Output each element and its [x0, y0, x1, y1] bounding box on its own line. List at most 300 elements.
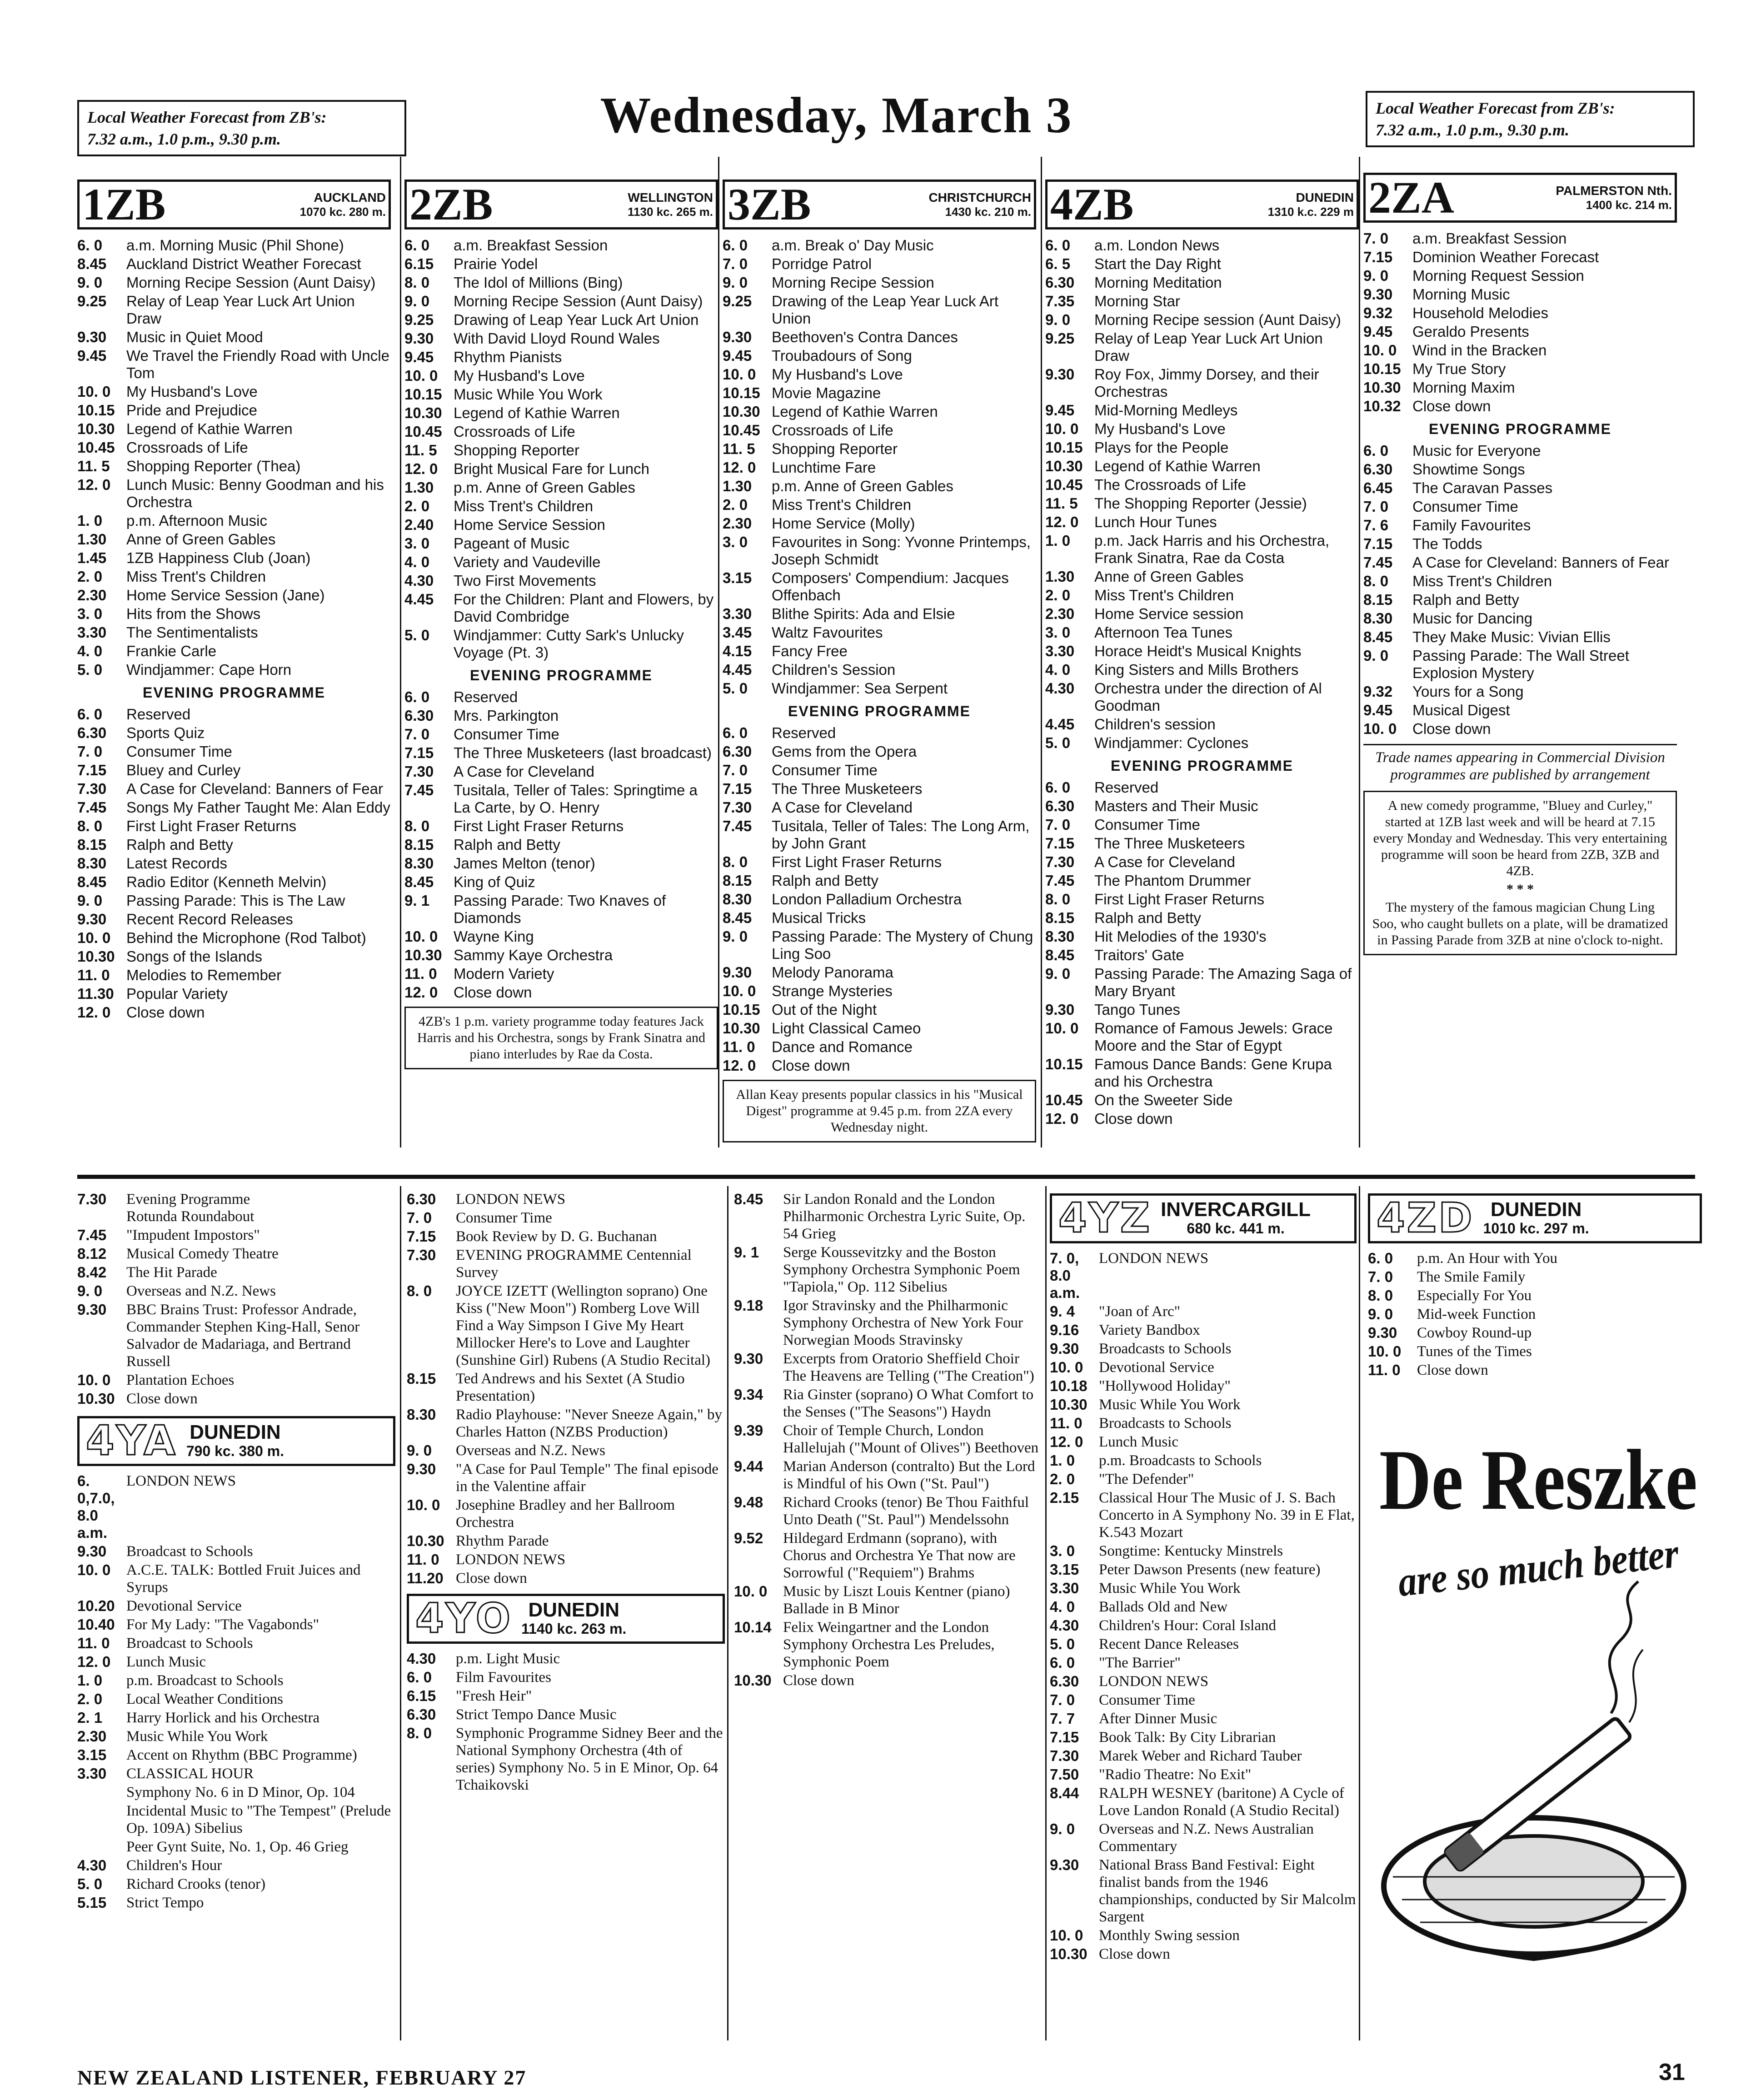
programme-time: 11.30	[77, 985, 114, 1002]
programme-item	[77, 1616, 395, 1633]
programme-item	[77, 420, 391, 438]
programme-item	[407, 1725, 725, 1794]
programme-item	[77, 873, 391, 891]
station-city: DUNEDIN	[190, 1421, 281, 1443]
programme-title: Close down	[783, 1672, 854, 1689]
lower-column-1	[77, 1191, 395, 1913]
programme-title: Miss Trent's Children	[1094, 587, 1234, 604]
programme-title: Tunes of the Times	[1417, 1343, 1532, 1360]
programme-time: 5. 0	[1045, 734, 1071, 751]
programme-item	[1045, 835, 1359, 852]
programme-item	[77, 383, 391, 400]
programme-time: 7. 0	[1363, 498, 1389, 515]
programme-title: Reserved	[126, 706, 191, 723]
programme-title: p.m. Anne of Green Gables	[454, 479, 635, 496]
programme-time: 9. 4	[1050, 1303, 1075, 1320]
programme-title: The Caravan Passes	[1412, 479, 1553, 496]
programme-item	[1045, 1001, 1359, 1018]
programme-title: Horace Heidt's Musical Knights	[1094, 643, 1302, 659]
programme-title: Troubadours of Song	[772, 347, 912, 364]
programme-time: 11. 0	[407, 1551, 439, 1568]
programme-time: 8.12	[77, 1245, 107, 1262]
programme-title: CLASSICAL HOUR	[126, 1766, 254, 1782]
programme-time: 7.15	[1045, 835, 1075, 852]
programme-item	[723, 347, 1036, 364]
programme-item	[1050, 1927, 1357, 1944]
programme-item	[723, 605, 1036, 623]
programme-title: Peter Dawson Presents (new feature)	[1099, 1561, 1321, 1578]
programme-time: 3.30	[1050, 1580, 1079, 1596]
programme-time: 6. 0	[404, 688, 430, 705]
programme-title: Tango Tunes	[1094, 1001, 1180, 1018]
programme-time: 8.45	[77, 255, 107, 272]
programme-title: a.m. Breakfast Session	[1412, 230, 1567, 247]
programme-title: Ria Ginster (soprano) O What Comfort to the Senses ("The Seasons") Haydn	[783, 1387, 1034, 1420]
programme-time: 12. 0	[1045, 1110, 1079, 1127]
programme-title: On the Sweeter Side	[1094, 1092, 1233, 1108]
programme-title: Book Talk: By City Librarian	[1099, 1729, 1276, 1746]
programme-time: 2. 0	[404, 498, 430, 514]
programme-time: 3. 0	[1045, 624, 1071, 641]
programme-item	[77, 1191, 395, 1225]
programme-title: The Smile Family	[1417, 1269, 1526, 1285]
programme-time: 6.15	[407, 1687, 436, 1704]
programme-time: 10.30	[1050, 1396, 1088, 1413]
programme-title: Strict Tempo Dance Music	[456, 1706, 617, 1723]
programme-time: 10.30	[77, 1390, 115, 1407]
programme-time: 10.15	[1363, 360, 1401, 377]
programme-title: Mrs. Parkington	[454, 707, 559, 724]
station-column-2za	[1363, 173, 1677, 955]
programme-title: Morning Request Session	[1412, 267, 1584, 284]
programme-time: 12. 0	[723, 459, 756, 476]
programme-item	[407, 1247, 725, 1281]
programme-title: A.C.E. TALK: Bottled Fruit Juices and Syrups	[126, 1562, 361, 1596]
programme-title: Local Weather Conditions	[126, 1691, 283, 1707]
programme-time: 9. 1	[404, 892, 430, 909]
programme-item	[1045, 311, 1359, 329]
programme-time: 10. 0	[1363, 720, 1397, 737]
programme-item	[1045, 568, 1359, 585]
programme-item	[1045, 872, 1359, 889]
programme-time: 10. 0	[723, 983, 756, 999]
programme-title: "The Defender"	[1099, 1471, 1194, 1487]
programme-item	[404, 442, 718, 459]
programme-time: 9.39	[734, 1422, 763, 1439]
programme-time: 8. 0	[77, 818, 103, 834]
programme-time: 4.45	[1045, 716, 1075, 733]
programme-item	[77, 1543, 395, 1560]
programme-item	[404, 554, 718, 571]
programme-time: 9.30	[734, 1350, 763, 1367]
programme-time: 10.30	[77, 420, 115, 437]
programme-time: 1.30	[77, 531, 107, 548]
programme-time: 10. 0	[404, 928, 438, 945]
programme-item	[1363, 498, 1677, 515]
station-city: PALMERSTON Nth.	[1556, 184, 1672, 198]
programme-time: 6.45	[1363, 479, 1393, 496]
programme-time: 9. 0	[1363, 267, 1389, 284]
programme-time: 10.15	[723, 1001, 760, 1018]
programme-item	[1050, 1785, 1357, 1819]
programme-title: Consumer Time	[1094, 816, 1200, 833]
station-city: CHRISTCHURCH	[928, 190, 1031, 205]
programme-time: 9. 0	[723, 928, 748, 945]
programme-item	[1363, 610, 1677, 627]
programme-title: Lunch Hour Tunes	[1094, 514, 1217, 530]
programme-item	[1363, 683, 1677, 700]
programme-time: 9.30	[723, 964, 752, 981]
programme-time: 9. 0	[407, 1442, 432, 1459]
programme-title: Bright Musical Fare for Lunch	[454, 460, 650, 477]
programme-time: 9.30	[407, 1461, 436, 1477]
programme-title: Showtime Songs	[1412, 461, 1525, 478]
programme-item	[723, 928, 1036, 963]
programme-item	[723, 680, 1036, 697]
station-city: DUNEDIN	[1296, 190, 1354, 205]
programme-time: 3. 0	[723, 534, 748, 550]
programme-time: 10. 0	[1363, 342, 1397, 359]
programme-title: Hit Melodies of the 1930's	[1094, 928, 1267, 945]
programme-time: 7. 7	[1050, 1710, 1075, 1727]
programme-title: Two First Movements	[454, 572, 596, 589]
programme-item	[1050, 1340, 1357, 1357]
programme-title: The Three Musketeers (last broadcast)	[454, 744, 712, 761]
programme-item	[1045, 853, 1359, 871]
programme-title: Songs of the Islands	[126, 948, 263, 965]
programme-item	[723, 872, 1036, 889]
programme-title: p.m. Jack Harris and his Orchestra, Frank Sinatra, Rae da Costa	[1094, 532, 1330, 566]
programme-title: For the Children: Plant and Flowers, by David Combridge	[454, 591, 714, 625]
programme-item	[1050, 1691, 1357, 1709]
programme-item	[723, 1038, 1036, 1056]
programme-time: 9.30	[1045, 366, 1075, 383]
programme-time: 10.45	[723, 422, 760, 439]
programme-item	[1368, 1250, 1702, 1267]
programme-title: Reserved	[772, 724, 836, 741]
programme-title: Light Classical Cameo	[772, 1020, 921, 1037]
programme-title: a.m. Morning Music (Phil Shone)	[126, 237, 344, 254]
programme-time	[77, 1838, 123, 1856]
programme-item	[404, 873, 718, 891]
weather-forecast-right	[1366, 91, 1695, 147]
programme-item	[77, 1709, 395, 1726]
programme-item	[77, 948, 391, 965]
programme-item	[77, 1597, 395, 1615]
programme-title: Close down	[1417, 1362, 1488, 1378]
programme-item	[723, 329, 1036, 346]
programme-item	[1050, 1359, 1357, 1376]
programme-title: Monthly Swing session	[1099, 1927, 1240, 1944]
programme-title: Legend of Kathie Warren	[1094, 458, 1261, 474]
station-city: AUCKLAND	[314, 190, 386, 205]
programme-time: 6. 0	[1368, 1250, 1393, 1267]
programme-item	[404, 479, 718, 496]
programme-title: p.m. Anne of Green Gables	[772, 478, 953, 494]
programme-title: The Three Musketeers	[1094, 835, 1245, 852]
programme-time: 4.30	[404, 572, 434, 589]
programme-time: 2.30	[77, 1728, 107, 1745]
programme-time: 10.15	[1045, 1056, 1083, 1072]
programme-item	[77, 624, 391, 641]
programme-item	[404, 627, 718, 661]
programme-title: p.m. An Hour with You	[1417, 1250, 1557, 1267]
programme-item	[1363, 323, 1677, 340]
programme-time: 3. 0	[77, 605, 103, 622]
programme-title: My Husband's Love	[1094, 420, 1226, 437]
station-header	[1368, 1193, 1702, 1243]
programme-time: 10.45	[404, 423, 442, 440]
programme-item	[1368, 1362, 1702, 1379]
programme-time: 7.15	[1363, 535, 1393, 552]
programme-title: Ralph and Betty	[1094, 909, 1201, 926]
programme-time: 7. 6	[1363, 517, 1389, 534]
programme-time: 7.45	[1363, 554, 1393, 571]
programme-time: 10. 0	[723, 366, 756, 383]
programme-item	[404, 984, 718, 1001]
programme-item	[1363, 442, 1677, 459]
programme-title: The Todds	[1412, 535, 1482, 552]
programme-item	[77, 1653, 395, 1671]
programme-item	[407, 1282, 725, 1369]
programme-item	[734, 1244, 1043, 1296]
programme-time: 11. 0	[1368, 1362, 1401, 1378]
programme-title: First Light Fraser Returns	[126, 818, 297, 834]
programme-item	[407, 1209, 725, 1227]
programme-item	[1363, 249, 1677, 266]
programme-time: 10.30	[407, 1532, 444, 1549]
programme-time: 8.15	[407, 1370, 436, 1387]
programme-title: Passing Parade: This is The Law	[126, 892, 345, 909]
programme-title: Film Favourites	[456, 1669, 551, 1686]
programme-title: Songtime: Kentucky Minstrels	[1099, 1543, 1283, 1559]
programme-title: Book Review by D. G. Buchanan	[456, 1228, 657, 1245]
programme-title: Musical Digest	[1412, 702, 1510, 718]
programme-item	[723, 459, 1036, 476]
programme-item	[407, 1370, 725, 1405]
evening-programme-heading: EVENING PROGRAMME	[1110, 758, 1294, 774]
programme-title: Crossroads of Life	[126, 439, 248, 456]
programme-title: Morning Recipe session (Aunt Daisy)	[1094, 311, 1341, 328]
programme-item	[404, 726, 718, 743]
programme-title: London Palladium Orchestra	[772, 891, 962, 908]
programme-time: 9. 0	[404, 293, 430, 309]
station-header	[1050, 1193, 1357, 1243]
programme-title: Songs My Father Taught Me: Alan Eddy	[126, 799, 390, 816]
programme-time: 6.30	[77, 724, 107, 741]
programme-title: LONDON NEWS	[456, 1191, 566, 1207]
programme-item	[723, 853, 1036, 871]
programme-title: Cowboy Round-up	[1417, 1325, 1532, 1341]
programme-item	[723, 422, 1036, 439]
programme-title: a.m. Breakfast Session	[454, 237, 608, 254]
programme-time: 7.15	[77, 762, 107, 778]
programme-time: 4.30	[77, 1857, 107, 1874]
programme-item	[723, 1020, 1036, 1037]
programme-title: LONDON NEWS	[126, 1473, 236, 1489]
programme-title: They Make Music: Vivian Ellis	[1412, 629, 1611, 645]
programme-time: 8.15	[77, 836, 107, 853]
programme-time: 9.16	[1050, 1322, 1079, 1338]
programme-title	[126, 1264, 395, 1281]
programme-time: 9.32	[1363, 683, 1393, 700]
station-header	[1363, 173, 1677, 223]
programme-time: 10.30	[723, 1020, 760, 1037]
programme-time: 12. 0	[77, 476, 111, 493]
programme-title: Children's Hour: Coral Island	[1099, 1617, 1276, 1634]
programme-item	[1045, 798, 1359, 815]
programme-time: 2. 0	[77, 568, 103, 585]
programme-title: Yours for a Song	[1412, 683, 1524, 700]
programme-title: Classical Hour The Music of J. S. Bach Concerto in A Symphony No. 39 in E Flat, K.543 Mozart	[1099, 1490, 1355, 1541]
programme-title: Strange Mysteries	[772, 983, 893, 999]
programme-time: 9. 0	[1368, 1306, 1393, 1322]
programme-title: Waltz Favourites	[772, 624, 883, 641]
programme-time: 8.15	[1045, 909, 1075, 926]
programme-item	[77, 1802, 395, 1837]
programme-item	[1045, 587, 1359, 604]
programme-item	[1050, 1377, 1357, 1395]
station-call-sign: 1ZB	[82, 179, 166, 229]
programme-title: "Joan of Arc"	[1099, 1303, 1181, 1320]
programme-title: Melodies to Remember	[126, 967, 282, 983]
programme-title: Lunch Music: Benny Goodman and his Orchestra	[126, 476, 384, 510]
programme-time: 3.30	[1045, 643, 1075, 659]
programme-title: We Travel the Friendly Road with Uncle Tom	[126, 347, 389, 381]
programme-item	[1363, 702, 1677, 719]
programme-time: 8.30	[77, 855, 107, 872]
programme-time: 8.45	[723, 909, 752, 926]
programme-title: JOYCE IZETT (Wellington soprano) One Kiss ("New Moon") Romberg Love Will Find a Way Simpson I Give My Heart Millocker Here's to Love and Laughter (Sunshine Girl) Rubens (A Studio Recital)	[456, 1283, 711, 1368]
programme-item	[404, 965, 718, 983]
station-header	[77, 1416, 395, 1466]
programme-item	[404, 423, 718, 440]
programme-title: Lunch Music	[1099, 1434, 1179, 1450]
programme-item	[723, 780, 1036, 798]
programme-title: Hildegard Erdmann (soprano), with Chorus and Orchestra Ye That now are Sorrowful ("Requiem") Brahms	[783, 1530, 1016, 1581]
programme-item	[1045, 624, 1359, 641]
programme-title: Passing Parade: The Wall Street Explosion Mystery	[1412, 647, 1629, 681]
programme-title: The Idol of Millions (Bing)	[454, 274, 623, 291]
programme-time: 6.30	[1050, 1673, 1079, 1690]
programme-title: Serge Koussevitzky and the Boston Symphony Orchestra Symphonic Poem "Tapiola," Op. 112 Sibelius	[783, 1244, 1020, 1295]
programme-time: 7. 0	[404, 726, 430, 743]
programme-item	[1045, 366, 1359, 400]
programme-title-text: The Hit Parade	[126, 1264, 217, 1281]
programme-item	[734, 1672, 1043, 1689]
programme-time: 7.45	[77, 1227, 107, 1243]
programme-title: Orchestra under the direction of Al Goodman	[1094, 680, 1322, 714]
programme-time: 1. 0	[77, 512, 103, 529]
programme-time: 2. 0	[1050, 1471, 1075, 1487]
programme-title	[126, 1282, 395, 1300]
programme-time: 1.30	[404, 479, 434, 496]
programme-item	[407, 1191, 725, 1208]
programme-title: Choir of Temple Church, London Hallelujah ("Mount of Olives") Beethoven	[783, 1422, 1039, 1456]
programme-item	[1045, 661, 1359, 678]
programme-title: Broadcasts to Schools	[1099, 1341, 1232, 1357]
programme-item	[77, 799, 391, 816]
programme-item	[1050, 1471, 1357, 1488]
programme-title: Fancy Free	[772, 643, 848, 659]
programme-title: Broadcast to Schools	[126, 1543, 253, 1560]
station-city: INVERCARGILL	[1161, 1198, 1311, 1221]
programme-item	[77, 1746, 395, 1764]
programme-item	[77, 911, 391, 928]
programme-time: 6. 0	[1363, 442, 1389, 459]
programme-item	[407, 1551, 725, 1568]
programme-item	[77, 274, 391, 291]
programme-item	[1050, 1821, 1357, 1855]
programme-title: Radio Editor (Kenneth Melvin)	[126, 873, 327, 890]
programme-item	[77, 587, 391, 604]
programme-item	[723, 274, 1036, 291]
lower-column-4	[1050, 1191, 1357, 1964]
programme-time: 7.30	[77, 1191, 107, 1207]
programme-item	[1363, 535, 1677, 553]
programme-title: Consumer Time	[454, 726, 559, 743]
programme-time: 10. 0	[407, 1496, 440, 1513]
programme-item	[77, 1227, 395, 1244]
programme-item	[407, 1706, 725, 1723]
programme-item	[734, 1494, 1043, 1528]
programme-title: Plays for the People	[1094, 439, 1229, 456]
programme-time: 8.30	[404, 855, 434, 872]
programme-title: Close down	[454, 984, 532, 1001]
programme-item	[723, 255, 1036, 273]
programme-item	[1050, 1945, 1357, 1963]
programme-time: 9.25	[723, 293, 752, 309]
programme-item	[1050, 1766, 1357, 1783]
programme-time: 10.15	[404, 386, 442, 403]
programme-item	[404, 836, 718, 853]
programme-time: 3.30	[77, 1765, 107, 1782]
programme-time: 1.30	[1045, 568, 1075, 585]
programme-time: 11. 0	[723, 1038, 755, 1055]
programme-item	[1363, 230, 1677, 247]
programme-item	[407, 1442, 725, 1459]
programme-title: Tusitala, Teller of Tales: The Long Arm, by John Grant	[772, 818, 1030, 852]
programme-title: Geraldo Presents	[1412, 323, 1529, 340]
programme-title: Crossroads of Life	[772, 422, 893, 439]
station-call-sign: 4ZD	[1377, 1194, 1474, 1242]
programme-title: First Light Fraser Returns	[1094, 891, 1265, 908]
publication-footer: NEW ZEALAND LISTENER, FEBRUARY 27	[77, 2066, 527, 2089]
programme-title: Pride and Prejudice	[126, 402, 258, 419]
programme-title: My True Story	[1412, 360, 1506, 377]
programme-time: 11. 5	[723, 440, 755, 457]
programme-title: My Husband's Love	[772, 366, 903, 383]
programme-title: My Husband's Love	[126, 383, 258, 400]
programme-item	[1050, 1561, 1357, 1578]
programme-item	[404, 349, 718, 366]
programme-item	[734, 1619, 1043, 1671]
programme-time: 2.15	[1050, 1489, 1079, 1506]
programme-item	[77, 1784, 395, 1801]
programme-title: Morning Recipe Session (Aunt Daisy)	[454, 293, 703, 309]
programme-title: Overseas and N.Z. News Australian Commentary	[1099, 1821, 1314, 1855]
programme-title: Traitors' Gate	[1094, 947, 1184, 963]
programme-time: 6.15	[404, 255, 434, 272]
programme-item	[723, 515, 1036, 532]
programme-title: Devotional Service	[126, 1598, 242, 1614]
programme-item	[404, 274, 718, 291]
programme-item	[77, 818, 391, 835]
programme-time: 1.30	[723, 478, 752, 494]
programme-time: 9.32	[1363, 304, 1393, 321]
programme-title: Variety Bandbox	[1099, 1322, 1200, 1338]
programme-item	[723, 384, 1036, 402]
